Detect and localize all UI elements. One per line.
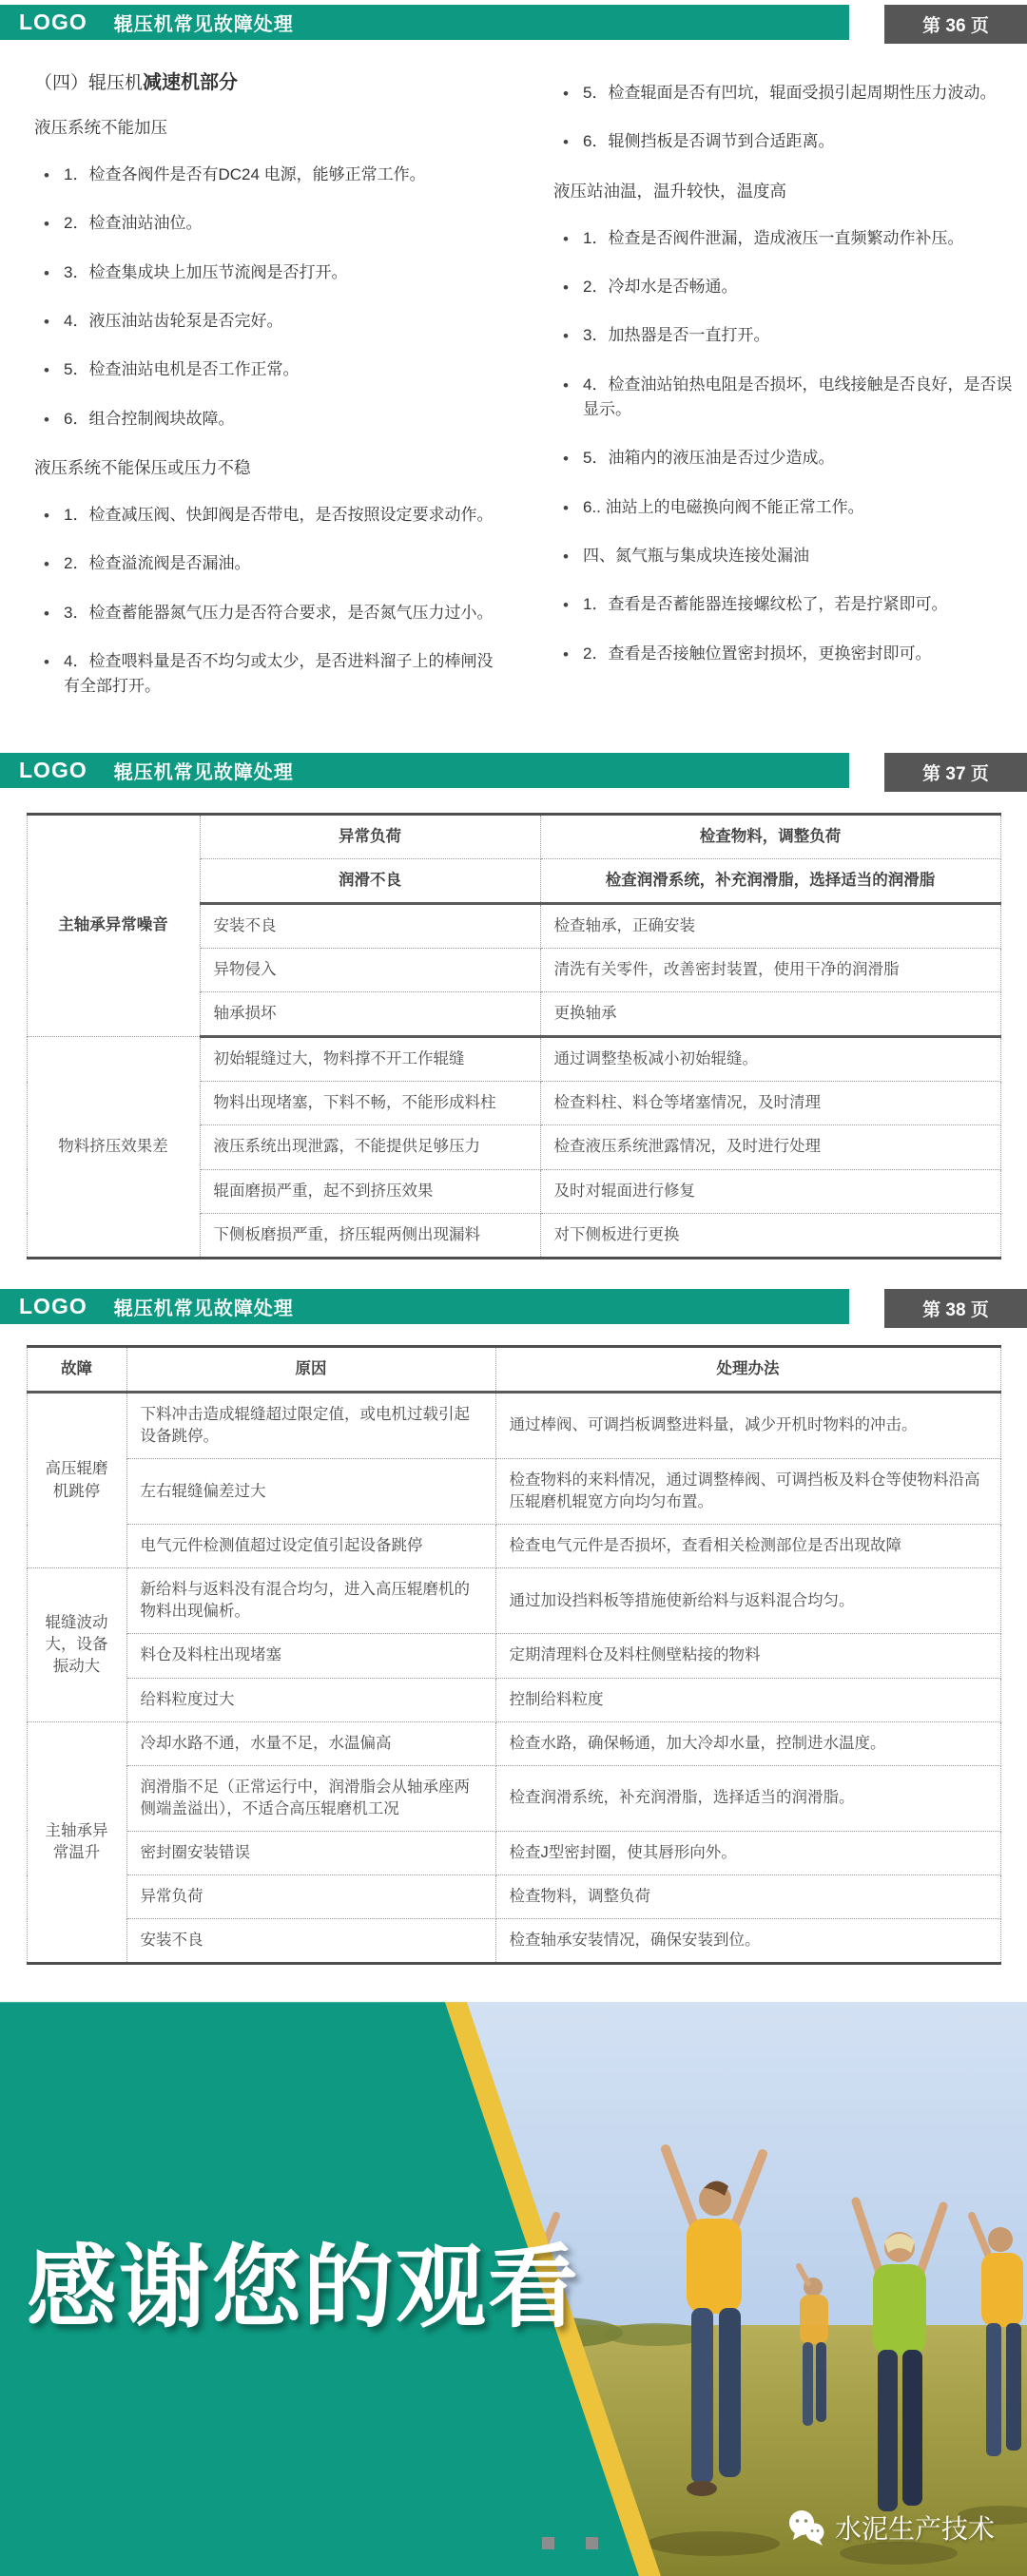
cell-cause: 安装不良 bbox=[126, 1919, 495, 1964]
group-label: 辊缝波动大，设备振动大 bbox=[27, 1568, 126, 1721]
cell-remedy: 通过加设挡料板等措施使新给料与返料混合均匀。 bbox=[495, 1568, 1000, 1634]
cell-cause: 新给料与返料没有混合均匀，进入高压辊磨机的物料出现偏析。 bbox=[126, 1568, 495, 1634]
cell-remedy: 检查物料的来料情况，通过调整棒阀、可调挡板及料仓等使物料沿高压辊磨机辊宽方向均匀布置。 bbox=[495, 1459, 1000, 1525]
list-item: • 2．检查溢流阀是否漏油。 bbox=[34, 551, 496, 576]
cell-remedy: 通过棒阀、可调挡板调整进料量，减少开机时物料的冲击。 bbox=[495, 1392, 1000, 1458]
slide-title: 辊压机常见故障处理 bbox=[113, 1298, 294, 1319]
table-row bbox=[27, 814, 1000, 858]
column-header: 故障 bbox=[27, 1346, 126, 1392]
group-label: 物料挤压效果差 bbox=[27, 1037, 200, 1258]
logo-text: LOGO bbox=[19, 1293, 87, 1318]
table-row bbox=[27, 1037, 1000, 1082]
slide-36-header bbox=[0, 0, 1027, 44]
fault-table-38 bbox=[27, 1345, 1001, 1966]
subheading: 液压系统不能保压或压力不稳 bbox=[34, 458, 251, 478]
bullet-list bbox=[553, 81, 1017, 155]
page-indicator-dots bbox=[542, 2537, 598, 2549]
table-row bbox=[27, 1721, 1000, 1765]
page-number-badge: 第 36 页 bbox=[884, 5, 1027, 44]
cell-cause: 物料出现堵塞，下料不畅，不能形成料柱 bbox=[200, 1082, 540, 1125]
header-bar bbox=[0, 1289, 849, 1324]
logo-text: LOGO bbox=[19, 10, 87, 34]
column-header: 处理办法 bbox=[495, 1346, 1000, 1392]
cell-cause: 液压系统出现泄露，不能提供足够压力 bbox=[200, 1125, 540, 1169]
closing-slide bbox=[0, 1990, 1027, 2576]
cell-cause: 异常负荷 bbox=[126, 1875, 495, 1919]
wechat-icon bbox=[785, 2509, 827, 2547]
page-number-badge: 第 37 页 bbox=[884, 753, 1027, 792]
cell-cause: 左右辊缝偏差过大 bbox=[126, 1459, 495, 1525]
list-item: • 2．查看是否接触位置密封损坏，更换密封即可。 bbox=[553, 642, 1017, 666]
slide-37 bbox=[0, 748, 1027, 1259]
slide-36-content bbox=[0, 44, 1027, 748]
slide-38 bbox=[0, 1284, 1027, 1966]
cell-cause: 电气元件检测值超过设定值引起设备跳停 bbox=[126, 1525, 495, 1568]
group-label: 主轴承异常噪音 bbox=[27, 814, 200, 1036]
table-row bbox=[27, 1392, 1000, 1458]
cell-remedy: 检查物料，调整负荷 bbox=[540, 814, 1000, 858]
table-row bbox=[27, 1875, 1000, 1919]
table-row bbox=[27, 1678, 1000, 1721]
table-row bbox=[27, 1525, 1000, 1568]
cell-cause: 下料冲击造成辊缝超过限定值，或电机过载引起设备跳停。 bbox=[126, 1392, 495, 1458]
cell-cause: 冷却水路不通，水量不足，水温偏高 bbox=[126, 1721, 495, 1765]
list-item: • 3．加热器是否一直打开。 bbox=[553, 323, 1017, 348]
left-column bbox=[0, 57, 514, 723]
bullet-list bbox=[553, 226, 1017, 666]
list-item: • 2．检查油站油位。 bbox=[34, 211, 496, 236]
cell-remedy: 及时对辊面进行修复 bbox=[540, 1169, 1000, 1213]
right-column bbox=[514, 57, 1027, 723]
table-row bbox=[27, 1459, 1000, 1525]
slide-37-header bbox=[0, 748, 1027, 792]
list-item: • 1．检查减压阀、快卸阀是否带电，是否按照设定要求动作。 bbox=[34, 503, 496, 528]
group-label: 主轴承异常温升 bbox=[27, 1721, 126, 1964]
cell-cause: 辊面磨损严重，起不到挤压效果 bbox=[200, 1169, 540, 1213]
subheading: 液压站油温，温升较快，温度高 bbox=[553, 181, 786, 201]
cell-cause: 初始辊缝过大，物料撑不开工作辊缝 bbox=[200, 1037, 540, 1082]
cell-remedy: 检查物料，调整负荷 bbox=[495, 1875, 1000, 1919]
slide-36 bbox=[0, 0, 1027, 748]
cell-remedy: 检查J型密封圈，使其唇形向外。 bbox=[495, 1831, 1000, 1874]
cell-cause: 异物侵入 bbox=[200, 949, 540, 992]
cell-remedy: 控制给料粒度 bbox=[495, 1678, 1000, 1721]
watermark bbox=[785, 2509, 995, 2547]
cell-remedy: 检查轴承，正确安装 bbox=[540, 903, 1000, 948]
list-item: • 1．检查各阀件是否有DC24 电源，能够正常工作。 bbox=[34, 163, 496, 187]
list-item: • 3．检查集成块上加压节流阀是否打开。 bbox=[34, 260, 496, 285]
cell-remedy: 通过调整垫板减小初始辊缝。 bbox=[540, 1037, 1000, 1082]
list-item: • 6.. 油站上的电磁换向阀不能正常工作。 bbox=[553, 495, 1017, 520]
cell-remedy: 定期清理料仓及料柱侧壁粘接的物料 bbox=[495, 1634, 1000, 1678]
header-bar bbox=[0, 5, 849, 40]
table-row bbox=[27, 1919, 1000, 1964]
list-item: • 2．冷却水是否畅通。 bbox=[553, 275, 1017, 299]
list-item: • 4．检查喂料量是否不均匀或太少，是否进料溜子上的棒闸没有全部打开。 bbox=[34, 649, 496, 700]
cell-remedy: 检查料柱、料仓等堵塞情况，及时清理 bbox=[540, 1082, 1000, 1125]
cell-cause: 轴承损坏 bbox=[200, 992, 540, 1037]
column-header: 原因 bbox=[126, 1346, 495, 1392]
bullet-list bbox=[34, 503, 496, 700]
watermark-text: 水泥生产技术 bbox=[835, 2514, 996, 2545]
cell-remedy: 检查液压系统泄露情况，及时进行处理 bbox=[540, 1125, 1000, 1169]
section-heading bbox=[34, 67, 496, 94]
list-item: • 4．液压油站齿轮泵是否完好。 bbox=[34, 309, 496, 334]
cell-remedy: 清洗有关零件，改善密封装置，使用干净的润滑脂 bbox=[540, 949, 1000, 992]
slide-title: 辊压机常见故障处理 bbox=[113, 14, 294, 35]
table-header-row bbox=[27, 1346, 1000, 1392]
slide-title: 辊压机常见故障处理 bbox=[113, 761, 294, 783]
list-item: • 1．查看是否蓄能器连接螺纹松了，若是拧紧即可。 bbox=[553, 592, 1017, 617]
cell-remedy: 检查轴承安装情况，确保安装到位。 bbox=[495, 1919, 1000, 1964]
cell-cause: 下侧板磨损严重，挤压辊两侧出现漏料 bbox=[200, 1213, 540, 1258]
cell-cause: 密封圈安装错误 bbox=[126, 1831, 495, 1874]
thanks-title: 感谢您的观看 bbox=[27, 2238, 581, 2339]
cell-remedy: 检查润滑系统，补充润滑脂，选择适当的润滑脂 bbox=[540, 858, 1000, 903]
cell-cause: 润滑不良 bbox=[200, 858, 540, 903]
table-row bbox=[27, 1568, 1000, 1634]
list-item: • 1．检查是否阀件泄漏，造成液压一直频繁动作补压。 bbox=[553, 226, 1017, 251]
section-heading-prefix: （四）辊压机 bbox=[34, 73, 144, 93]
section-heading-bold: 减速机部分 bbox=[143, 72, 239, 93]
list-item: • 四、氮气瓶与集成块连接处漏油 bbox=[553, 544, 1017, 568]
list-item: • 6．组合控制阀块故障。 bbox=[34, 407, 496, 432]
table-row bbox=[27, 1634, 1000, 1678]
cell-cause: 料仓及料柱出现堵塞 bbox=[126, 1634, 495, 1678]
group-label: 高压辊磨机跳停 bbox=[27, 1392, 126, 1567]
list-item: • 5．油箱内的液压油是否过少造成。 bbox=[553, 446, 1017, 471]
indicator-dot bbox=[542, 2537, 554, 2549]
cell-remedy: 检查润滑系统，补充润滑脂，选择适当的润滑脂。 bbox=[495, 1765, 1000, 1831]
table-row bbox=[27, 1831, 1000, 1874]
cell-cause: 异常负荷 bbox=[200, 814, 540, 858]
list-item: • 5．检查油站电机是否工作正常。 bbox=[34, 357, 496, 382]
list-item: • 5．检查辊面是否有凹坑，辊面受损引起周期性压力波动。 bbox=[553, 81, 1017, 106]
bullet-list bbox=[34, 163, 496, 432]
subheading: 液压系统不能加压 bbox=[34, 118, 167, 137]
cell-remedy: 检查水路，确保畅通，加大冷却水量，控制进水温度。 bbox=[495, 1721, 1000, 1765]
indicator-dot bbox=[586, 2537, 598, 2549]
slide-38-header bbox=[0, 1284, 1027, 1328]
header-bar bbox=[0, 753, 849, 788]
cell-remedy: 对下侧板进行更换 bbox=[540, 1213, 1000, 1258]
table-row bbox=[27, 1765, 1000, 1831]
cell-cause: 安装不良 bbox=[200, 903, 540, 948]
page-number-badge: 第 38 页 bbox=[884, 1289, 1027, 1328]
list-item: • 6．辊侧挡板是否调节到合适距离。 bbox=[553, 129, 1017, 154]
cell-remedy: 更换轴承 bbox=[540, 992, 1000, 1037]
fault-table-37 bbox=[27, 813, 1001, 1259]
cell-cause: 润滑脂不足（正常运行中，润滑脂会从轴承座两侧端盖溢出），不适合高压辊磨机工况 bbox=[126, 1765, 495, 1831]
list-item: • 4．检查油站铂热电阻是否损坏，电线接触是否良好，是否误显示。 bbox=[553, 373, 1017, 423]
logo-text: LOGO bbox=[19, 757, 87, 782]
cell-remedy: 检查电气元件是否损坏，查看相关检测部位是否出现故障 bbox=[495, 1525, 1000, 1568]
cell-cause: 给料粒度过大 bbox=[126, 1678, 495, 1721]
list-item: • 3．检查蓄能器氮气压力是否符合要求，是否氮气压力过小。 bbox=[34, 601, 496, 625]
